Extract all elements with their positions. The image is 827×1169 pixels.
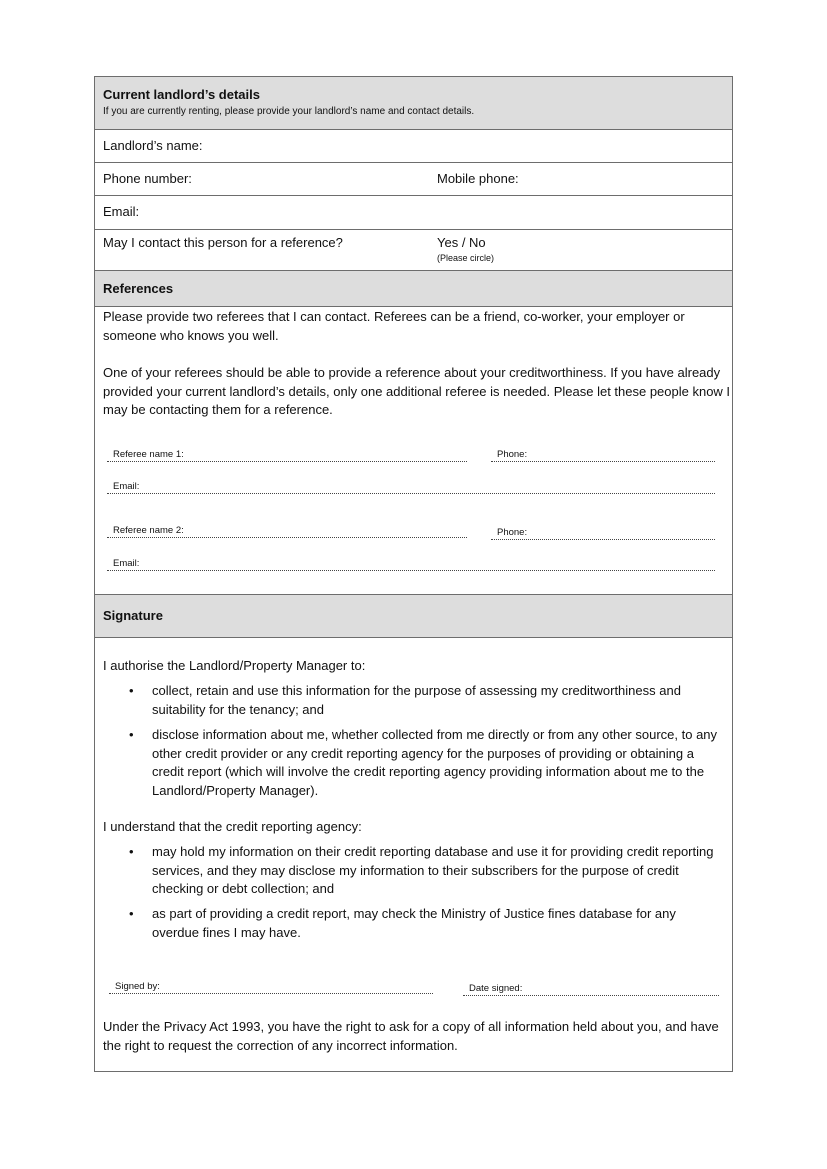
landlord-section-header — [95, 77, 732, 130]
landlord-name-row[interactable] — [95, 130, 732, 163]
contact-permission-row — [95, 230, 732, 271]
signature-section-header — [95, 594, 732, 638]
references-intro: Please provide two referees that I can contact. Referees can be a friend, co-worker, your employer or someone who knows you well. — [103, 309, 685, 343]
landlord-section-subtitle: If you are currently renting, please provide your landlord’s name and contact details. — [103, 106, 475, 117]
references-section-header — [95, 271, 732, 307]
signature-section-title: Signature — [103, 608, 163, 623]
references-section-title: References — [103, 281, 174, 296]
landlord-email-row[interactable] — [95, 196, 732, 230]
bullet-icon: • — [129, 727, 134, 742]
landlord-phone-row[interactable] — [95, 163, 732, 196]
authorise-item-2: disclose information about me, whether collected from me directly or from any other source, to any other credit provider or any credit reporting agency for the purposes of providing or obtaining a credit report (which will involve the credit reporting agency providing information about me to the Landlord/Property Manager). — [152, 727, 718, 798]
authorise-item-1: collect, retain and use this information for the purpose of assessing my creditworthiness and suitability for the tenancy; and — [152, 683, 681, 717]
mobile-phone-label: Mobile phone: — [437, 171, 519, 186]
bullet-icon: • — [129, 844, 134, 859]
referee1-name-label: Referee name 1: — [113, 449, 184, 460]
bullet-icon: • — [129, 906, 134, 921]
bullet-icon: • — [129, 683, 134, 698]
please-circle-note: (Please circle) — [437, 253, 495, 263]
signed-by-label: Signed by: — [115, 981, 160, 992]
referee1-name-field[interactable] — [107, 448, 467, 462]
landlord-name-label: Landlord’s name: — [103, 138, 203, 153]
referee1-phone-label: Phone: — [497, 449, 528, 460]
authorise-intro: I authorise the Landlord/Property Manager to: — [103, 658, 366, 673]
references-creditworthiness-note: One of your referees should be able to provide a reference about your creditworthiness. If you have already provided your current landlord’s details, only one additional referee is needed. Please let these people know I may be contacting them for a reference. — [103, 365, 731, 417]
yes-no-choice[interactable]: Yes / No — [437, 235, 486, 250]
referee2-name-field[interactable] — [107, 524, 467, 538]
contact-question: May I contact this person for a reference? — [103, 235, 343, 250]
referee1-email-field[interactable] — [107, 480, 715, 494]
referee2-phone-label: Phone: — [497, 527, 528, 538]
referee2-email-label: Email: — [113, 558, 140, 569]
referee1-email-label: Email: — [113, 481, 140, 492]
understand-item-2: as part of providing a credit report, may check the Ministry of Justice fines database for any overdue fines I may have. — [152, 906, 676, 940]
understand-item-1: may hold my information on their credit reporting database and use it for providing credit reporting services, and they may disclose my information to their subscribers for the purpose of credit checking or debt collection; and — [152, 844, 714, 896]
phone-number-label: Phone number: — [103, 171, 192, 186]
date-signed-label: Date signed: — [469, 983, 523, 994]
tenancy-application-form — [94, 76, 733, 1072]
privacy-note: Under the Privacy Act 1993, you have the right to ask for a copy of all information held about you, and have the right to request the correction of any incorrect information. — [103, 1019, 719, 1053]
referee2-email-field[interactable] — [107, 557, 715, 571]
landlord-section-title: Current landlord’s details — [103, 87, 260, 102]
referee2-name-label: Referee name 2: — [113, 525, 184, 536]
date-signed-field[interactable] — [463, 982, 719, 996]
understand-intro: I understand that the credit reporting agency: — [103, 819, 362, 834]
referee1-phone-field[interactable] — [491, 448, 715, 462]
landlord-email-label: Email: — [103, 204, 140, 219]
signed-by-field[interactable] — [109, 980, 433, 994]
referee2-phone-field[interactable] — [491, 526, 715, 540]
